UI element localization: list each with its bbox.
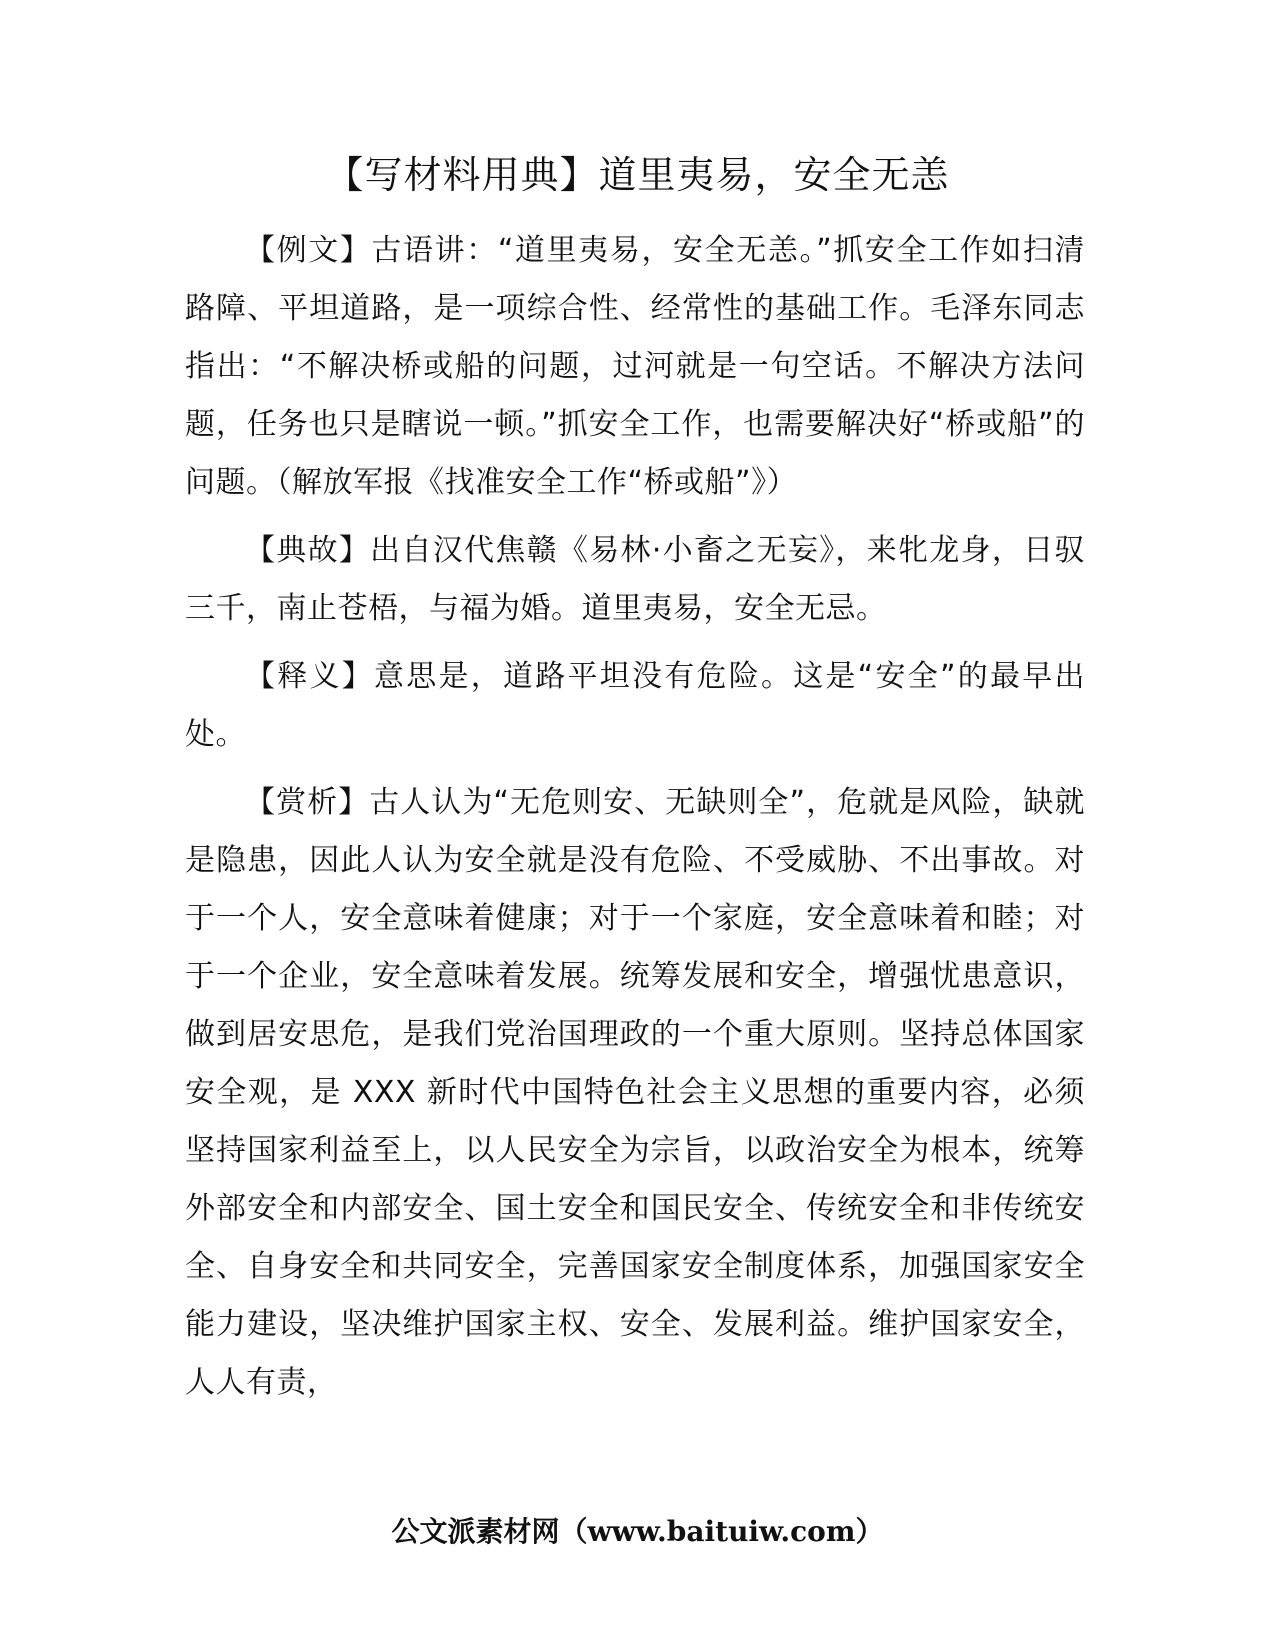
document-title: 【写材料用典】道里夷易，安全无恙 (325, 153, 950, 197)
footer-source: 公文派素材网（www.baituiw.com） (391, 1515, 884, 1548)
paragraph-appreciation: 【赏析】古人认为“无危则安、无缺则全”，危就是风险，缺就是隐患，因此人认为安全就是没有危险、不受威胁、不出事故。对于一个人，安全意味着健康；对于一个家庭，安全意味着和睦；对于一个企业，安全意味着发展。统筹发展和安全，增强忧患意识，做到居安思危，是我们党治国理政的一个重大原则。坚持总体国家安全观，是 XXX 新时代中国特色社会主义思想的重要内容，必须坚持国家利益至上，以人民安全为宗旨，以政治安全为根本，统筹外部安全和内部安全、国土安全和国民安全、传统安全和非传统安全、自身安全和共同安全，完善国家安全制度体系，加强国家安全能力建设，坚决维护国家主权、安全、发展利益。维护国家安全，人人有责， (185, 785, 1085, 1400)
paragraph-allusion: 【典故】出自汉代焦赣《易林·小畜之无妄》，来牝龙身，日驭三千，南止苍梧，与福为婚。道里夷易，安全无忌。 (185, 533, 1085, 626)
paragraph-meaning: 【释义】意思是，道路平坦没有危险。这是“安全”的最早出处。 (185, 659, 1085, 752)
paragraph-example: 【例文】古语讲：“道里夷易，安全无恙。”抓安全工作如扫清路障、平坦道路，是一项综合性、经常性的基础工作。毛泽东同志指出：“不解决桥或船的问题，过河就是一句空话。不解决方法问题，任务也只是瞎说一顿。”抓安全工作，也需要解决好“桥或船”的问题。（解放军报《找准安全工作“桥或船”》） (185, 233, 1085, 500)
document-body (185, 222, 1085, 1422)
